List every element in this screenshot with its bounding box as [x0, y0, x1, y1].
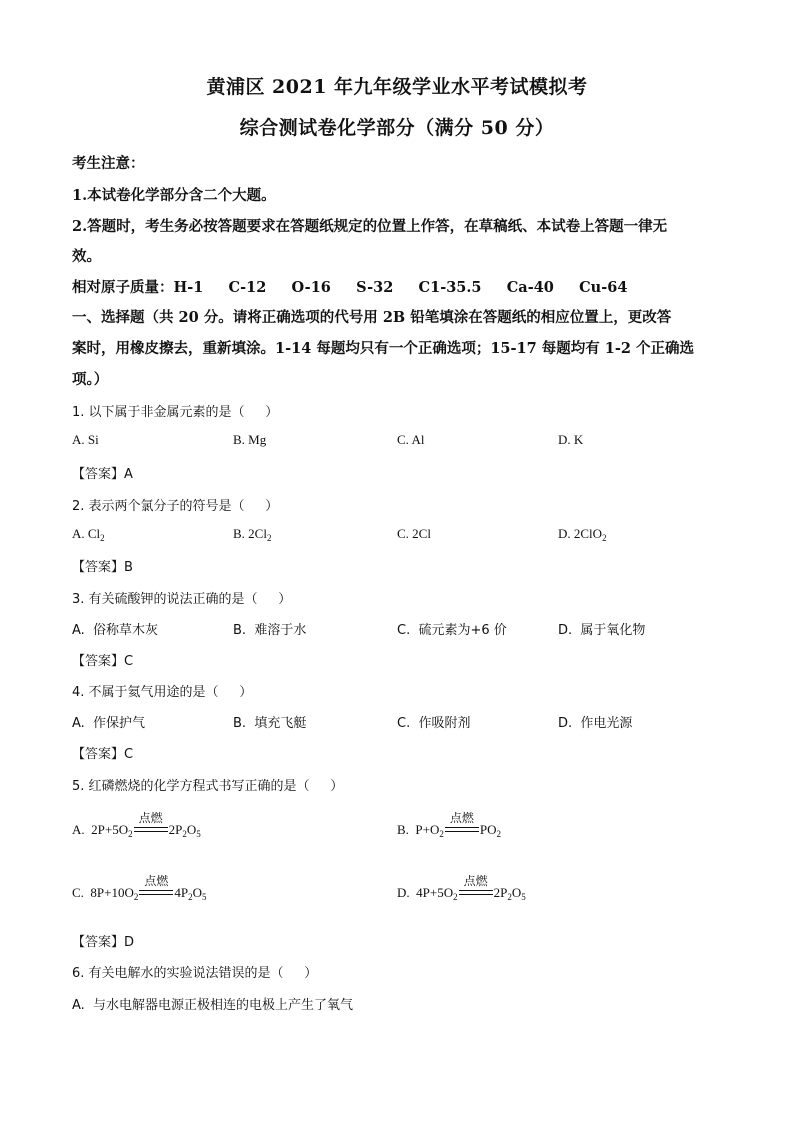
q4-option-a: A. 作保护气	[72, 716, 146, 731]
exam-subtitle: 综合测试卷化学部分（满分 50 分）	[239, 117, 555, 139]
question-1-stem: 1. 以下属于非金属元素的是（ ）	[72, 405, 279, 420]
exam-title: 黄浦区 2021 年九年级学业水平考试模拟考	[206, 76, 588, 98]
q3-option-d: D. 属于氧化物	[558, 623, 646, 638]
q3-option-b: B. 难溶于水	[233, 623, 307, 638]
section-instructions: 一、选择题（共 20 分。请将正确选项的代号用 2B 铅笔填涂在答题纸的相应位置上，更改答	[72, 309, 672, 326]
q4-option-d: D. 作电光源	[558, 716, 633, 731]
q1-answer: 【答案】A	[72, 467, 133, 482]
q1-option-c: C. Al	[397, 432, 425, 447]
q3-option-c: C. 硫元素为+6 价	[397, 623, 507, 638]
reaction-arrow-icon: 点燃	[459, 889, 493, 899]
question-5-stem: 5. 红磷燃烧的化学方程式书写正确的是（ ）	[72, 779, 344, 794]
notice-item-2: 2.答题时，考生务必按答题要求在答题纸规定的位置上作答，在草稿纸、本试卷上答题一律无	[72, 218, 668, 235]
notice-item-1: 1.本试卷化学部分含二个大题。	[72, 187, 276, 204]
q4-option-b: B. 填充飞艇	[233, 716, 307, 731]
q5-answer: 【答案】D	[72, 935, 135, 950]
q2-answer: 【答案】B	[72, 560, 133, 575]
q2-option-a: A. $Cl_2$	[72, 526, 105, 543]
q2-option-d: D. 2ClO$_2$	[558, 526, 607, 543]
q2-option-b: B. $2Cl_2$	[233, 526, 272, 543]
q5-option-c: C. $8P+10O_2$ 点燃 $4P_2O_5$	[72, 874, 207, 902]
section-instructions-3: 项。）	[72, 371, 109, 388]
q5-option-a: A. $2P+5O_2$ 点燃 $2P_2O_5$	[72, 811, 201, 839]
notice-heading: 考生注意：	[72, 155, 145, 172]
q2-option-c: C. 2Cl	[397, 526, 431, 541]
q1-option-d: D. K	[558, 432, 584, 447]
reaction-arrow-icon: 点燃	[134, 826, 168, 836]
question-4-stem: 4. 不属于氦气用途的是（ ）	[72, 685, 253, 700]
reaction-arrow-icon: 点燃	[445, 826, 479, 836]
q5-option-b: B. $P+O_2$ 点燃 $PO_2$	[397, 811, 501, 839]
q6-option-a: A. 与水电解器电源正极相连的电极上产生了氧气	[72, 998, 354, 1013]
q1-option-a: A. Si	[72, 432, 99, 447]
atomic-mass-line: 相对原子质量：H-1 C-12 O-16 S-32 C1-35.5 Ca-40 Cu-64	[72, 279, 628, 296]
q4-option-c: C. 作吸附剂	[397, 716, 471, 731]
q1-option-b: B. Mg	[233, 432, 267, 447]
q4-answer: 【答案】C	[72, 747, 134, 762]
notice-item-2-cont: 效。	[72, 248, 101, 265]
question-6-stem: 6. 有关电解水的实验说法错误的是（ ）	[72, 966, 318, 981]
reaction-arrow-icon: 点燃	[139, 889, 173, 899]
q5-option-d: D. $4P+5O_2$ 点燃 $2P_2O_5$	[397, 874, 526, 902]
question-2-stem: 2. 表示两个氯分子的符号是（ ）	[72, 499, 279, 514]
question-3-stem: 3. 有关硫酸钾的说法正确的是（ ）	[72, 592, 292, 607]
q3-answer: 【答案】C	[72, 654, 134, 669]
section-instructions-2: 案时，用橡皮擦去，重新填涂。1-14 每题均只有一个正确选项；15-17 每题均有 1-2 个正确选	[72, 340, 695, 357]
q3-option-a: A. 俗称草木灰	[72, 623, 159, 638]
